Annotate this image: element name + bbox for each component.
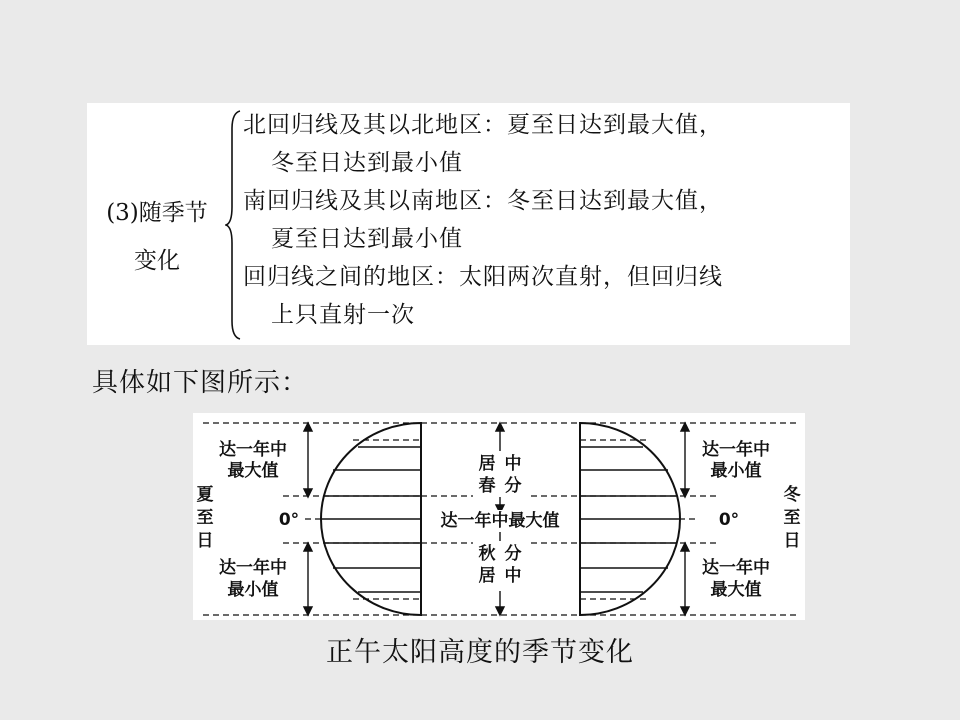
center-bottom-col1-2: 居 — [478, 566, 496, 586]
summary-box — [87, 103, 850, 345]
right-side-2: 至 — [783, 508, 801, 528]
right-top-label-1: 达一年中 — [702, 440, 770, 460]
left-zero-label: 0° — [278, 510, 300, 530]
left-side-1: 夏 — [196, 485, 214, 505]
line-1: 北回归线及其以北地区：夏至日达到最大值， — [243, 112, 723, 138]
right-side-3: 日 — [783, 531, 801, 551]
left-side-3: 日 — [196, 531, 214, 551]
left-bottom-label-1: 达一年中 — [219, 558, 287, 578]
line-5: 回归线之间的地区：太阳两次直射，但回归线 — [243, 264, 723, 290]
curly-brace — [225, 109, 243, 341]
center-bottom-col1-1: 秋 — [478, 544, 496, 564]
right-side-1: 冬 — [783, 485, 801, 505]
center-bottom-col2-2: 中 — [504, 566, 522, 586]
seasonal-diagram — [193, 413, 805, 620]
left-top-label-1: 达一年中 — [219, 440, 287, 460]
diagram-svg — [193, 413, 805, 620]
line-4: 夏至日达到最小值 — [271, 226, 463, 252]
left-side-2: 至 — [196, 508, 214, 528]
heading-line-1: (3)随季节 — [106, 200, 208, 226]
right-bottom-label-1: 达一年中 — [702, 558, 770, 578]
right-bottom-label-2: 最大值 — [710, 580, 762, 600]
summary-lines — [243, 106, 723, 334]
section-heading — [87, 189, 227, 285]
left-top-label-2: 最大值 — [227, 461, 279, 481]
center-middle-label: 达一年中最大值 — [440, 511, 560, 531]
center-top-col2-1: 中 — [504, 454, 522, 474]
figure-caption: 正午太阳高度的季节变化 — [326, 637, 634, 668]
line-2: 冬至日达到最小值 — [271, 150, 463, 176]
line-6: 上只直射一次 — [271, 302, 415, 328]
left-bottom-label-2: 最小值 — [227, 580, 279, 600]
center-bottom-col2-1: 分 — [504, 544, 522, 564]
center-top-col2-2: 分 — [504, 476, 522, 496]
right-zero-label: 0° — [718, 510, 740, 530]
center-top-col1-2: 春 — [478, 476, 496, 496]
intro-text: 具体如下图所示： — [92, 368, 309, 398]
right-top-label-2: 最小值 — [710, 461, 762, 481]
center-top-col1-1: 居 — [478, 454, 496, 474]
heading-line-2: 变化 — [134, 248, 180, 274]
line-3: 南回归线及其以南地区：冬至日达到最大值， — [243, 188, 723, 214]
